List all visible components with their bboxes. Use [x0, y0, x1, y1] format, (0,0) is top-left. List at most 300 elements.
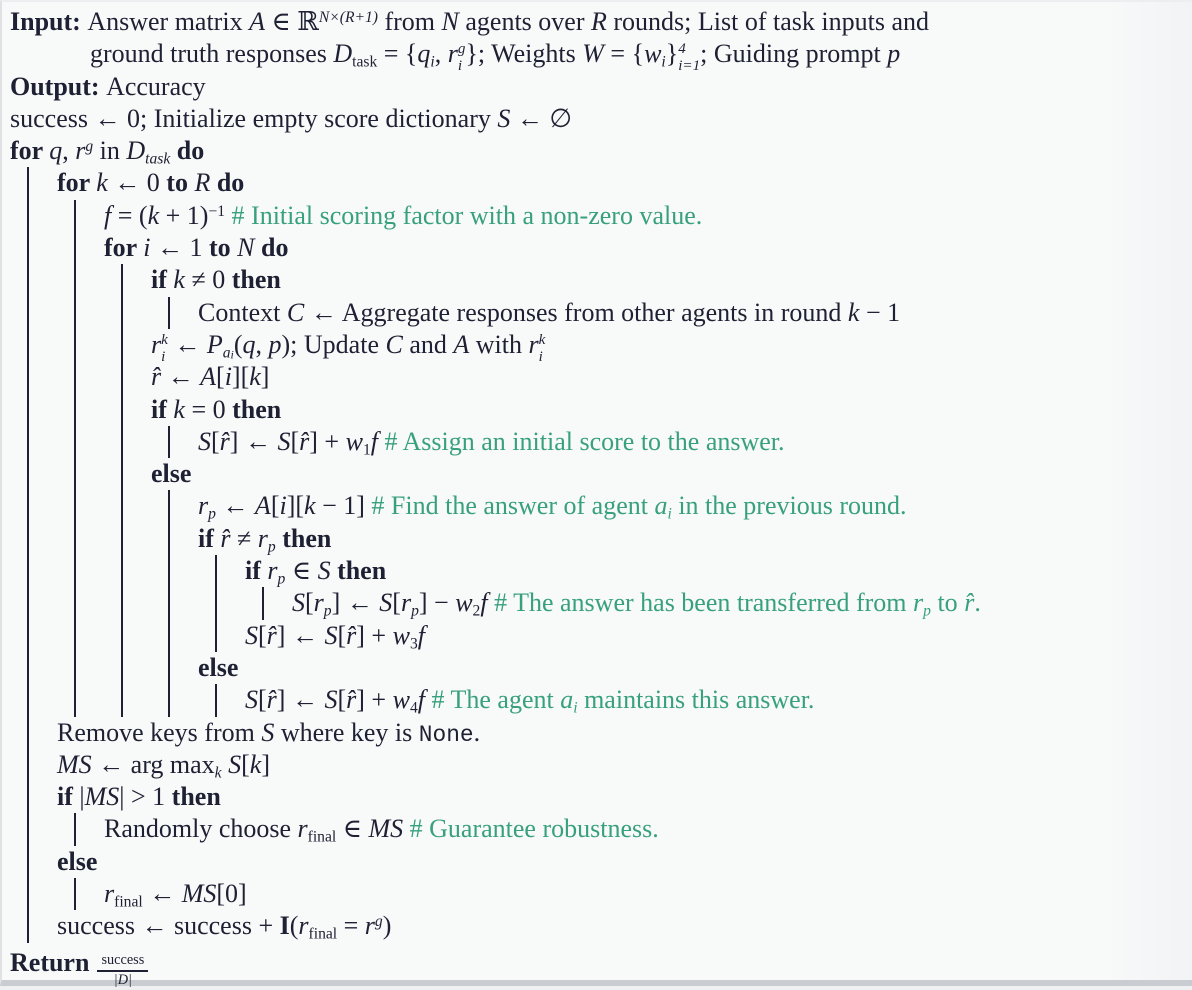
keyword: if [151, 265, 173, 294]
code-text: N [237, 233, 254, 262]
indent-rule [27, 200, 29, 232]
algo-line-19 [2, 587, 1192, 619]
code-text: p [411, 603, 419, 620]
code-text: Accuracy [106, 72, 206, 101]
indent-rule [168, 652, 170, 684]
comment-text: maintains this answer. [578, 685, 815, 714]
code-text: [ [305, 588, 314, 617]
algo-line-20 [2, 620, 1192, 652]
code-text: MS [182, 879, 217, 908]
code-text: ( [234, 330, 243, 359]
code-text: = ( [111, 201, 147, 230]
code-text: ← ∅ [510, 104, 572, 133]
code-text: − 1] [316, 491, 372, 520]
code-text: r [75, 136, 85, 165]
code-text: [ [211, 427, 220, 456]
indent-rule [121, 458, 123, 490]
code-text: −1 [208, 203, 225, 220]
indent-rule [27, 878, 29, 910]
keyword: then [232, 395, 281, 424]
indent-rule [74, 684, 76, 716]
comment-text: . [974, 588, 981, 617]
code-text: Answer matrix [87, 7, 249, 36]
comment-text: i [573, 700, 577, 717]
code-text: | > 1 [119, 782, 171, 811]
indent-rule [74, 878, 76, 910]
indent-rule [27, 297, 29, 329]
keyword: if [151, 395, 173, 424]
superscript: 4 [678, 41, 700, 58]
indent-rule [74, 458, 76, 490]
algo-line-27 [2, 846, 1192, 878]
indent-rule [27, 749, 29, 781]
code-text: = { [377, 39, 417, 68]
keyword: else [198, 653, 238, 682]
algo-line-15 [2, 458, 1192, 490]
code-text: final [308, 829, 337, 846]
algo-line-25 [2, 781, 1192, 813]
keyword: do [177, 136, 204, 165]
code-text: C [385, 330, 402, 359]
code-text: }; Weights [465, 39, 582, 68]
indent-rule [27, 620, 29, 652]
code-text: ; Guiding prompt [700, 39, 887, 68]
code-text: S [228, 750, 241, 779]
indent-rule [27, 167, 29, 199]
keyword: for [10, 136, 49, 165]
indent-rule [215, 620, 217, 652]
algo-line-11 [2, 329, 1192, 361]
code-text: task [352, 54, 377, 71]
code-text: w [393, 621, 410, 650]
code-text: ← 0 [108, 168, 167, 197]
code-text: r [104, 879, 114, 908]
code-text: r̂ [151, 362, 161, 391]
code-text: S [324, 685, 337, 714]
code-text: [ [392, 588, 401, 617]
comment-text: p [923, 603, 931, 620]
indent-rule [121, 426, 123, 458]
indent-rule [27, 555, 29, 587]
algo-line-21 [2, 652, 1192, 684]
code-text: ] [261, 750, 270, 779]
indent-rule [168, 490, 170, 522]
code-text: A [255, 491, 271, 520]
code-text: MS [57, 750, 92, 779]
code-text: C [287, 298, 304, 327]
code-text: p [268, 538, 276, 555]
comment-text: a [560, 685, 573, 714]
algo-line-28 [2, 878, 1192, 910]
comment-text: # The agent [431, 685, 560, 714]
code-text: w [393, 685, 410, 714]
code-text: ] ← [277, 621, 325, 650]
algo-line-30 [2, 943, 1192, 989]
keyword: to [166, 168, 188, 197]
algo-line-4 [2, 103, 1192, 135]
code-text: r [529, 330, 539, 359]
code-text: [ [290, 427, 299, 456]
code-text: i [143, 233, 150, 262]
code-text: r̂ [220, 427, 230, 456]
indent-rule [27, 329, 29, 361]
indent-rule [168, 620, 170, 652]
indent-rule [74, 652, 76, 684]
code-text: Context [198, 298, 287, 327]
indent-rule [262, 587, 264, 619]
code-text: q [243, 330, 256, 359]
algo-line-12 [2, 361, 1192, 393]
code-text: [ [258, 685, 267, 714]
superscript: g [458, 41, 466, 58]
indent-rule [74, 232, 76, 264]
superscript: k [539, 332, 546, 349]
code-text: , [435, 39, 448, 68]
code-text: ← [168, 330, 207, 359]
code-text: S [245, 685, 258, 714]
code-text: k [173, 395, 185, 424]
code-text: } [666, 39, 678, 68]
indent-rule [121, 264, 123, 296]
code-text: ( [290, 911, 299, 940]
indent-rule [27, 361, 29, 393]
algo-line-6 [2, 167, 1192, 199]
code-text: S [497, 104, 510, 133]
keyword: for [104, 233, 143, 262]
code-text: k [304, 491, 316, 520]
code-text: f [418, 621, 425, 650]
keyword: Output: [10, 72, 106, 101]
code-text: 2 [473, 603, 481, 620]
comment-text: r [913, 588, 923, 617]
code-text: S [198, 427, 211, 456]
code-text: success ← 0; Initialize empty score dictionary [10, 104, 497, 133]
code-text: + 1) [159, 201, 208, 230]
code-text: ← 1 [150, 233, 209, 262]
indent-rule [27, 684, 29, 716]
algo-line-3 [2, 71, 1192, 103]
code-text: S [245, 621, 258, 650]
indent-rule [74, 620, 76, 652]
code-text: A [249, 7, 265, 36]
indent-rule [27, 264, 29, 296]
indent-rule [27, 813, 29, 845]
indent-rule [168, 297, 170, 329]
code-text: I [280, 911, 290, 940]
comment-text: i [667, 506, 671, 523]
indent-rule [121, 297, 123, 329]
indent-rule [74, 200, 76, 232]
indent-rule [27, 232, 29, 264]
keyword: else [151, 459, 191, 488]
code-text: S [292, 588, 305, 617]
code-text: = { [604, 39, 644, 68]
comment-text: r̂ [964, 588, 974, 617]
indent-rule [121, 620, 123, 652]
comment-text: a [654, 491, 667, 520]
code-text: ∈ [336, 814, 368, 843]
code-text: ≠ [231, 524, 258, 553]
code-text: where key is [274, 718, 418, 747]
keyword: then [172, 782, 221, 811]
code-text: A [453, 330, 469, 359]
algo-line-22 [2, 684, 1192, 716]
comment-text: # Initial scoring factor with a non-zero value. [232, 201, 703, 230]
keyword: if [245, 556, 267, 585]
indent-rule [27, 717, 29, 749]
code-text: final [114, 894, 143, 911]
code-text: [ [271, 491, 280, 520]
indent-rule [121, 652, 123, 684]
code-text: r [151, 330, 161, 359]
code-text: MS [368, 814, 403, 843]
code-text: k [215, 765, 222, 782]
algo-line-29 [2, 910, 1192, 942]
keyword: else [57, 847, 97, 876]
code-text: p [269, 330, 282, 359]
keyword: do [261, 233, 288, 262]
keyword: to [209, 233, 231, 262]
indent-rule [168, 587, 170, 619]
indent-rule [74, 587, 76, 619]
code-text: r [258, 524, 268, 553]
code-text: in [93, 136, 126, 165]
keyword: Input: [10, 7, 87, 36]
comment-text: # Guarantee robustness. [410, 814, 659, 843]
indent-rule [121, 329, 123, 361]
indent-rule [121, 490, 123, 522]
code-text: S [261, 718, 274, 747]
indent-rule [121, 394, 123, 426]
keyword: then [232, 265, 281, 294]
code-text: ground truth responses [90, 39, 333, 68]
algo-line-1 [2, 6, 1192, 38]
code-text: ] + [309, 427, 345, 456]
indent-rule [74, 426, 76, 458]
keyword: then [337, 556, 386, 585]
code-text: D [126, 136, 145, 165]
code-text: r̂ [220, 524, 230, 553]
code-text: S [379, 588, 392, 617]
code-text: p [324, 603, 332, 620]
indent-rule [215, 587, 217, 619]
code-text: Remove keys from [57, 718, 261, 747]
code-text: r [298, 814, 308, 843]
code-text: with [469, 330, 528, 359]
code-text: i [225, 362, 232, 391]
code-text: w [644, 39, 661, 68]
code-text: MS [85, 782, 120, 811]
algo-line-5 [2, 135, 1192, 167]
code-text: 1 [363, 442, 371, 459]
indent-rule [74, 555, 76, 587]
algo-line-24 [2, 749, 1192, 781]
subscript: i [539, 349, 546, 366]
code-text: w [346, 427, 363, 456]
keyword: do [217, 168, 244, 197]
code-text: f [480, 588, 487, 617]
code-text: r̂ [299, 427, 309, 456]
fraction-numerator: success [97, 952, 148, 970]
code-text: f [104, 201, 111, 230]
code-text: a [223, 345, 231, 362]
superscript: k [161, 332, 168, 349]
code-text: r [198, 491, 208, 520]
indent-rule [27, 523, 29, 555]
code-text: . [474, 718, 481, 747]
code-text: r̂ [346, 685, 356, 714]
code-text: i [430, 54, 434, 71]
code-text: ← [216, 491, 255, 520]
fraction-denominator: |D| [97, 970, 148, 990]
code-text: ] − [419, 588, 455, 617]
code-text: k [250, 750, 262, 779]
code-text: k [148, 201, 160, 230]
code-text: Randomly choose [104, 814, 298, 843]
algo-line-14 [2, 426, 1192, 458]
code-text: 4 [410, 700, 418, 717]
code-text: [ [216, 362, 225, 391]
code-text: 3 [410, 635, 418, 652]
comment-text: # The answer has been transferred from [494, 588, 913, 617]
indent-rule [27, 426, 29, 458]
code-text: N×(R+1) [319, 9, 378, 26]
indent-rule [168, 523, 170, 555]
code-text: ); Update [282, 330, 386, 359]
algorithm-pseudocode [2, 6, 1192, 989]
code-text: r [401, 588, 411, 617]
keyword: for [57, 168, 96, 197]
code-text: k [96, 168, 108, 197]
code-text: , [256, 330, 269, 359]
code-text: ] + [356, 685, 392, 714]
code-text: success ← success + [57, 911, 280, 940]
code-text: r̂ [346, 621, 356, 650]
indent-rule [27, 394, 29, 426]
code-text: [ [241, 750, 250, 779]
code-text: ] [261, 362, 270, 391]
subscript: i=1 [678, 58, 700, 75]
code-literal: None [419, 722, 474, 748]
code-text: = 0 [185, 395, 232, 424]
code-text: [ [337, 685, 346, 714]
algo-line-26 [2, 813, 1192, 845]
code-text: ∈ ℝ [265, 7, 319, 36]
indent-rule [27, 587, 29, 619]
code-text: from [378, 7, 442, 36]
code-text: ← [143, 879, 182, 908]
algo-line-18 [2, 555, 1192, 587]
code-text: r [267, 556, 277, 585]
algo-line-23 [2, 717, 1192, 749]
code-text: p [208, 506, 216, 523]
algo-line-17 [2, 523, 1192, 555]
indent-rule [27, 910, 29, 942]
indent-rule [121, 587, 123, 619]
code-text: r [314, 588, 324, 617]
code-text: and [403, 330, 454, 359]
fraction [97, 952, 148, 990]
indent-rule [121, 555, 123, 587]
indent-rule [74, 813, 76, 845]
keyword: then [282, 524, 331, 553]
indent-rule [168, 684, 170, 716]
code-text: f [418, 685, 425, 714]
algo-line-9 [2, 264, 1192, 296]
algo-line-8 [2, 232, 1192, 264]
code-text: ][ [232, 362, 249, 391]
indent-rule [74, 490, 76, 522]
comment-text: to [931, 588, 964, 617]
code-text: D [333, 39, 352, 68]
comment-text: in the previous round. [672, 491, 907, 520]
indent-rule [74, 329, 76, 361]
algo-line-7 [2, 200, 1192, 232]
code-text: final [309, 926, 338, 943]
indent-rule [74, 394, 76, 426]
code-text: agents over [459, 7, 591, 36]
code-text: k [173, 265, 185, 294]
code-text: R [591, 7, 607, 36]
code-text: f [371, 427, 378, 456]
code-text: p [278, 571, 286, 588]
code-text: ← Aggregate responses from other agents in round [304, 298, 848, 327]
code-text: ≠ 0 [185, 265, 232, 294]
code-text: r [298, 911, 308, 940]
code-text: ∈ [285, 556, 317, 585]
keyword: if [57, 782, 79, 811]
indent-rule [74, 523, 76, 555]
code-text: r [365, 911, 375, 940]
code-text: r [448, 39, 458, 68]
code-text: rounds; List of task inputs and [607, 7, 929, 36]
keyword: Return [10, 948, 89, 977]
code-text: ) [383, 911, 392, 940]
code-text: − 1 [859, 298, 900, 327]
indent-rule [27, 458, 29, 490]
code-text: W [582, 39, 604, 68]
code-text: A [200, 362, 216, 391]
code-text: , [62, 136, 75, 165]
indent-rule [27, 652, 29, 684]
code-text: k [848, 298, 860, 327]
code-text: ← [161, 362, 200, 391]
code-text: task [145, 151, 170, 168]
indent-rule [121, 684, 123, 716]
indent-rule [168, 555, 170, 587]
code-text: i [231, 347, 234, 361]
code-text: [ [337, 621, 346, 650]
code-text: w [455, 588, 472, 617]
indent-rule [27, 490, 29, 522]
code-text: R [194, 168, 210, 197]
indent-rule [74, 297, 76, 329]
code-text: ] ← [230, 427, 278, 456]
algo-line-2 [2, 38, 1192, 70]
algo-line-10 [2, 297, 1192, 329]
code-text: i [661, 54, 665, 71]
algo-line-13 [2, 394, 1192, 426]
subscript: i [458, 58, 466, 75]
code-text: q [49, 136, 62, 165]
code-text: ] ← [332, 588, 380, 617]
algo-line-16 [2, 490, 1192, 522]
code-text: S [324, 621, 337, 650]
indent-rule [27, 781, 29, 813]
code-text: S [277, 427, 290, 456]
code-text: ][ [287, 491, 304, 520]
code-text: ] + [356, 621, 392, 650]
